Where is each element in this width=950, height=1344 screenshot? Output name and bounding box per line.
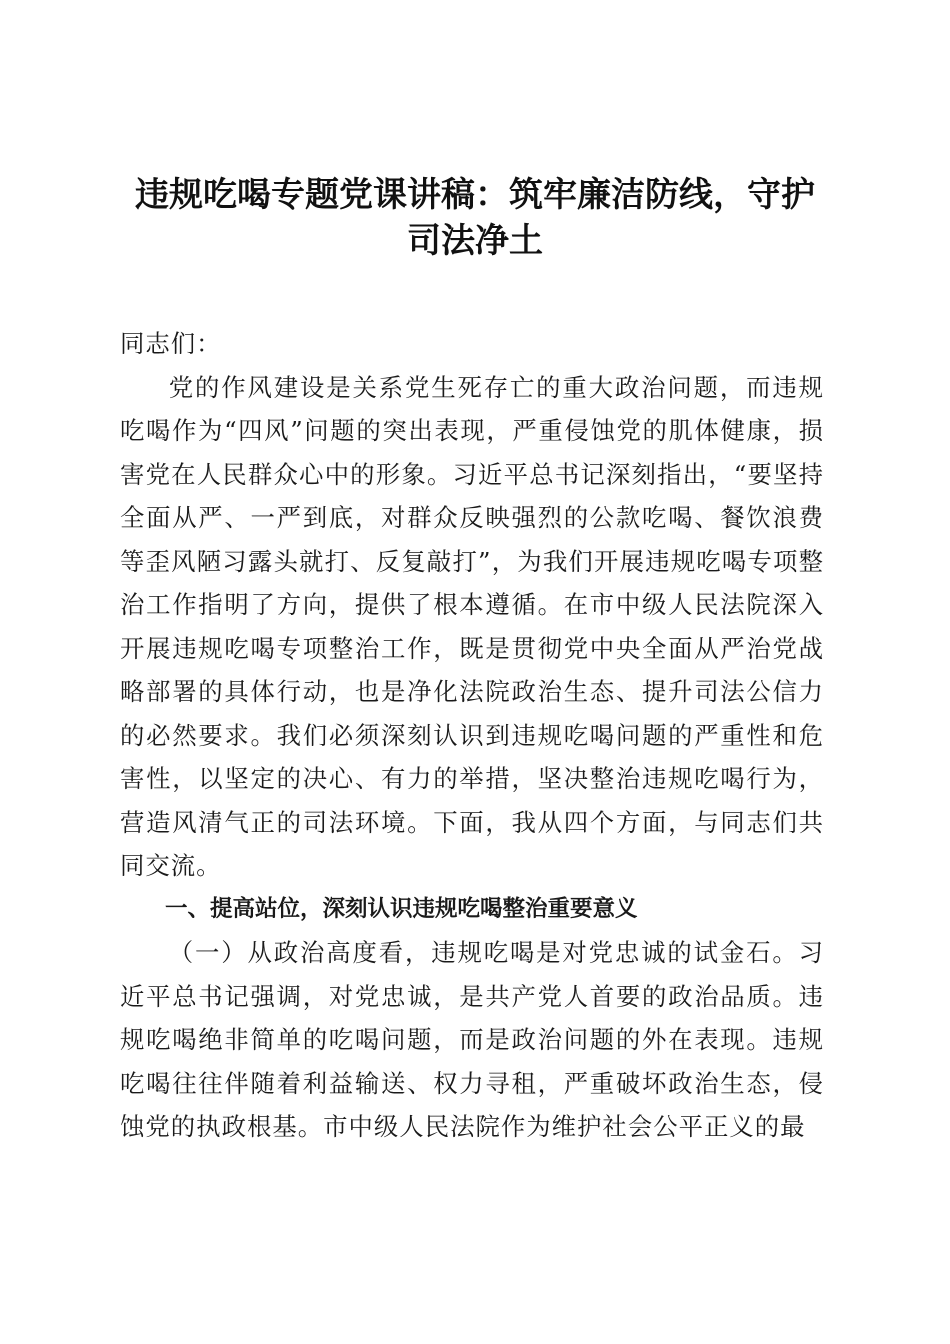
section-1-paragraph-1: （一）从政治高度看，违规吃喝是对党忠诚的试金石。习近平总书记强调，对党忠诚，是共产党人首要的政治品质。违规吃喝绝非简单的吃喝问题，而是政治问题的外在表现。违规吃喝往往伴随着利益输送、权力寻租，严重破坏政治生态，侵蚀党的执政根基。市中级人民法院作为维护社会公平正义的最 — [120, 938, 824, 1141]
section-heading-1: 一、提高站位，深刻认识违规吃喝整治重要意义 — [165, 895, 638, 922]
document-title — [100, 172, 850, 264]
title-line-1: 违规吃喝专题党课讲稿：筑牢廉洁防线，守护 — [135, 175, 815, 215]
salutation: 同志们： — [120, 329, 222, 358]
intro-paragraph: 党的作风建设是关系党生死存亡的重大政治问题，而违规吃喝作为“四风”问题的突出表现，严重侵蚀党的肌体健康，损害党在人民群众心中的形象。习近平总书记深刻指出，“要坚持全面从严、一严到底，对群众反映强烈的公款吃喝、餐饮浪费等歪风陋习露头就打、反复敲打”，为我们开展违规吃喝专项整治工作指明了方向，提供了根本遵循。在市中级人民法院深入开展违规吃喝专项整治工作，既是贯彻党中央全面从严治党战略部署的具体行动，也是净化法院政治生态、提升司法公信力的必然要求。我们必须深刻认识到违规吃喝问题的严重性和危害性，以坚定的决心、有力的举措，坚决整治违规吃喝行为，营造风清气正的司法环境。下面，我从四个方面，与同志们共同交流。 — [120, 372, 824, 880]
document-body — [120, 322, 824, 1149]
title-line-2: 司法净土 — [407, 221, 543, 261]
